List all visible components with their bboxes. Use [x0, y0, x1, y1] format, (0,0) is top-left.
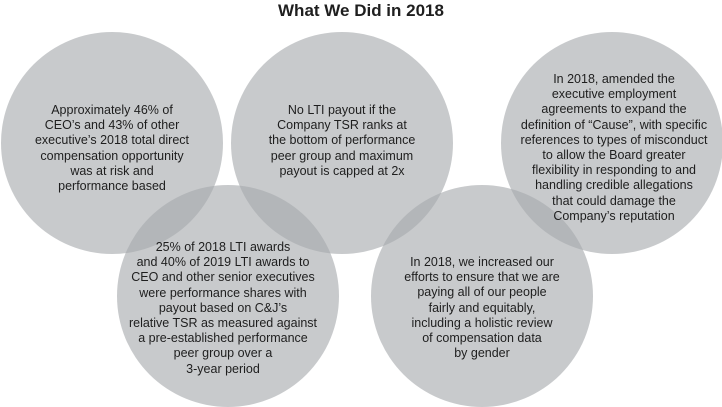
page-title: What We Did in 2018 — [278, 1, 444, 20]
circle-lti-payout-text: No LTI payout if the Company TSR ranks at the bottom of performance peer group and maximum payout is capped at 2x — [268, 103, 416, 178]
circle-lti-awards-text: 25% of 2018 LTI awards and 40% of 2019 LTI awards to CEO and other senior executives were performance shares with payout based on C&J’s relative TSR as measured against a pre-established performance peer group over a 3-year period — [128, 240, 318, 376]
circle-pay-equity-text: In 2018, we increased our efforts to ensure that we are paying all of our people fairly and equitably, including a holistic review of compensation data by gender — [404, 255, 560, 361]
circle-cause-definition-text: In 2018, amended the executive employment agreements to expand the definition of “Cause”, with specific references to types of misconduct to allow the Board greater flexibility in responding to and handling credible allegations that could damage the Company’s reputation — [520, 72, 708, 223]
circle-risk-performance-text: Approximately 46% of CEO’s and 43% of other executive’s 2018 total direct compensation opportunity was at risk and performance based — [34, 103, 190, 194]
